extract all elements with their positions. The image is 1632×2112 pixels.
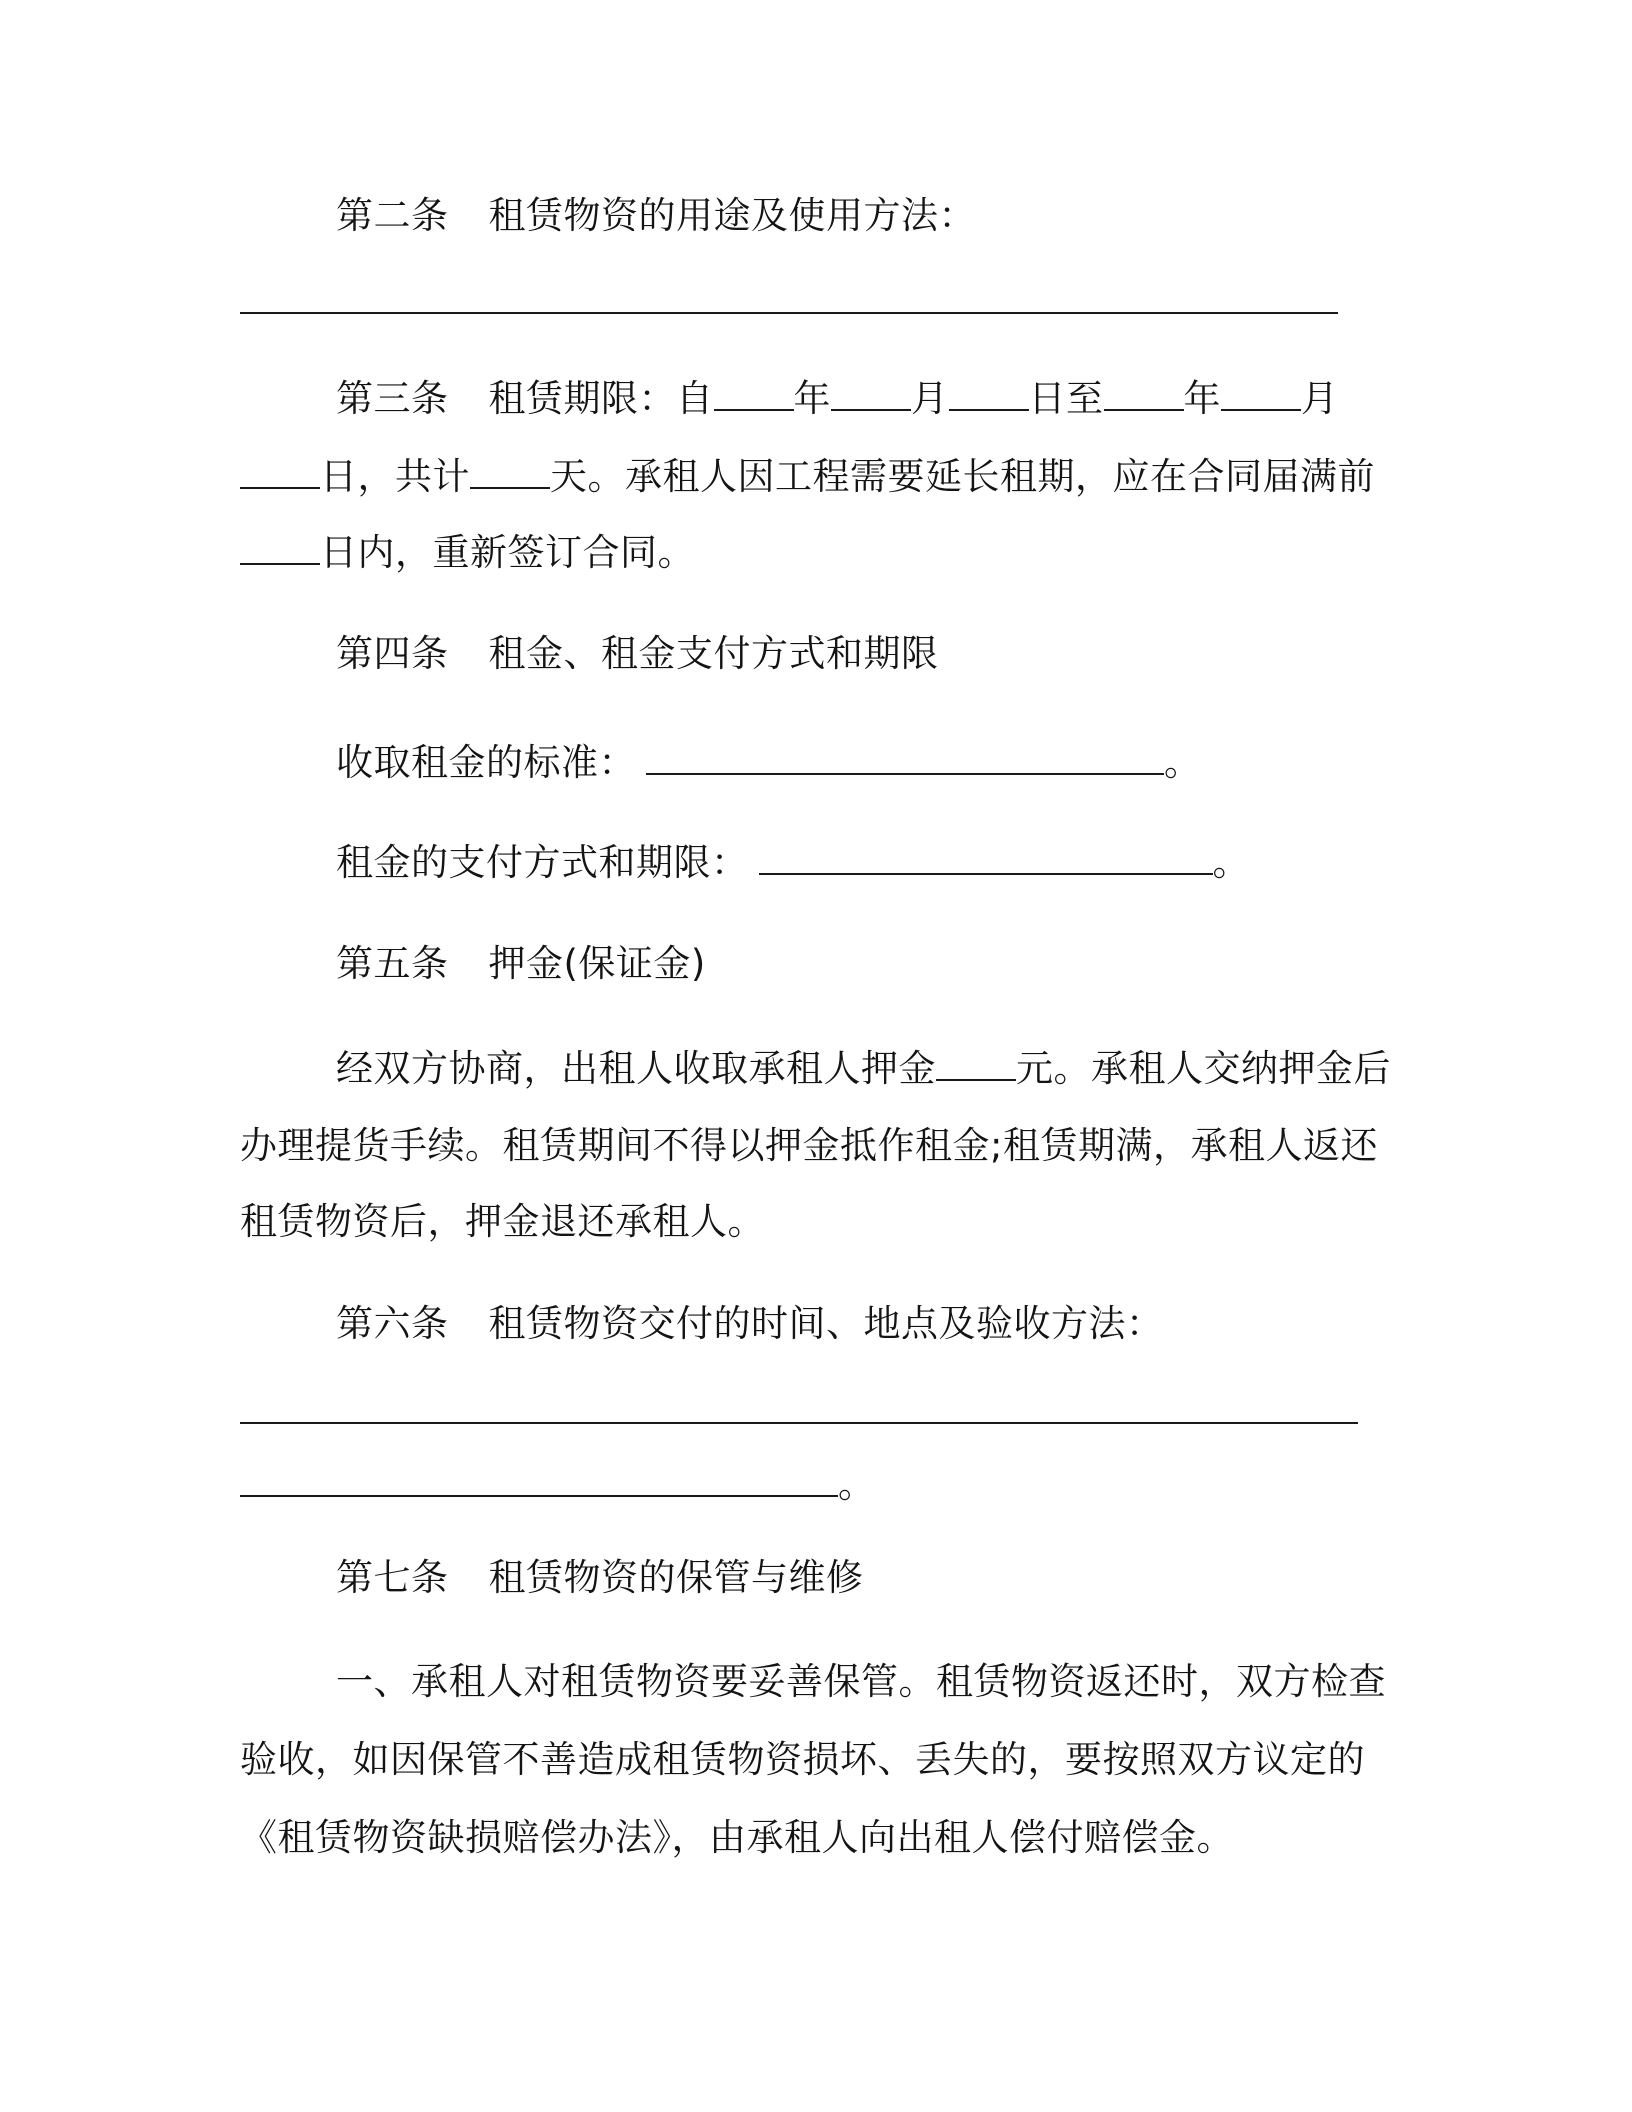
end-year-blank <box>1104 374 1184 411</box>
article-5-line-3 <box>240 1198 765 1246</box>
article-3-title: 租赁期限： <box>488 377 676 421</box>
article-3-days-sentence: 天。承租人因工程需要延长租期，应在合同届满前 <box>550 455 1375 499</box>
deposit-text-line-3: 租赁物资后，押金退还承租人。 <box>240 1200 765 1243</box>
article-5-number: 第五条 <box>336 942 449 985</box>
article-6-number: 第六条 <box>336 1302 449 1345</box>
start-year-label: 年 <box>793 377 831 421</box>
rent-payment-period: 。 <box>1212 841 1250 885</box>
article-7-line-1 <box>336 1658 1386 1706</box>
rent-standard-label: 收取租金的标准： <box>336 741 636 785</box>
deposit-amount-blank <box>936 1044 1016 1081</box>
deposit-text-line-2: 办理提货手续。租赁期间不得以押金抵作租金;租赁期满，承租人返还 <box>240 1124 1378 1167</box>
custody-text-line-3: 《租赁物资缺损赔偿办法》，由承租人向出租人偿付赔偿金。 <box>240 1816 1234 1859</box>
article-3-from: 自 <box>676 377 714 421</box>
end-year-label: 年 <box>1183 377 1221 421</box>
article-5-heading <box>336 940 706 988</box>
start-year-blank <box>714 374 794 411</box>
article-2-blank-line <box>240 312 1338 314</box>
article-7-line-2 <box>240 1736 1365 1784</box>
article-5-line-1 <box>336 1044 1391 1093</box>
rent-standard-period: 。 <box>1164 741 1202 785</box>
start-day-to-label: 日至 <box>1028 377 1104 421</box>
article-6-line-2 <box>240 1460 876 1509</box>
article-2-heading <box>336 192 976 240</box>
article-4-heading <box>336 630 939 678</box>
custody-text-line-1: 一、承租人对租赁物资要妥善保管。租赁物资返还时，双方检查 <box>336 1660 1386 1703</box>
article-2-title: 租赁物资的用途及使用方法： <box>488 194 976 237</box>
rent-standard-blank <box>646 738 1164 775</box>
article-5-line-2 <box>240 1122 1378 1170</box>
article-6-period: 。 <box>838 1463 876 1507</box>
article-3-line-1 <box>336 374 1339 423</box>
article-7-heading <box>336 1554 864 1602</box>
article-3-number: 第三条 <box>336 377 449 421</box>
renew-days-blank <box>240 528 320 565</box>
end-day-blank <box>240 452 320 489</box>
article-7-line-3 <box>240 1814 1234 1862</box>
article-3-renew: 日内，重新签订合同。 <box>320 531 695 575</box>
deposit-text-b: 元。承租人交纳押金后 <box>1016 1047 1391 1091</box>
article-3-line-3 <box>240 528 695 577</box>
end-month-label: 月 <box>1301 377 1339 421</box>
rent-payment-blank <box>759 838 1213 875</box>
rent-payment-line <box>336 838 1250 887</box>
article-6-heading <box>336 1300 1164 1348</box>
end-day-total-label: 日，共计 <box>320 455 470 499</box>
article-7-number: 第七条 <box>336 1556 449 1599</box>
rent-standard-line <box>336 738 1202 787</box>
start-month-label: 月 <box>911 377 949 421</box>
article-6-blank-line-1 <box>240 1422 1358 1424</box>
article-3-line-2 <box>240 452 1375 501</box>
article-6-title: 租赁物资交付的时间、地点及验收方法： <box>488 1302 1164 1345</box>
article-7-title: 租赁物资的保管与维修 <box>488 1556 864 1599</box>
start-month-blank <box>831 374 911 411</box>
article-5-title: 押金(保证金) <box>488 942 706 985</box>
deposit-text-a: 经双方协商，出租人收取承租人押金 <box>336 1047 936 1091</box>
custody-text-line-2: 验收，如因保管不善造成租赁物资损坏、丢失的，要按照双方议定的 <box>240 1738 1365 1781</box>
article-4-number: 第四条 <box>336 632 449 675</box>
article-2-number: 第二条 <box>336 194 449 237</box>
article-4-title: 租金、租金支付方式和期限 <box>488 632 939 675</box>
start-day-blank <box>949 374 1029 411</box>
rent-payment-label: 租金的支付方式和期限： <box>336 841 749 885</box>
total-days-blank <box>470 452 550 489</box>
article-6-blank-line-2 <box>240 1460 838 1497</box>
end-month-blank <box>1221 374 1301 411</box>
